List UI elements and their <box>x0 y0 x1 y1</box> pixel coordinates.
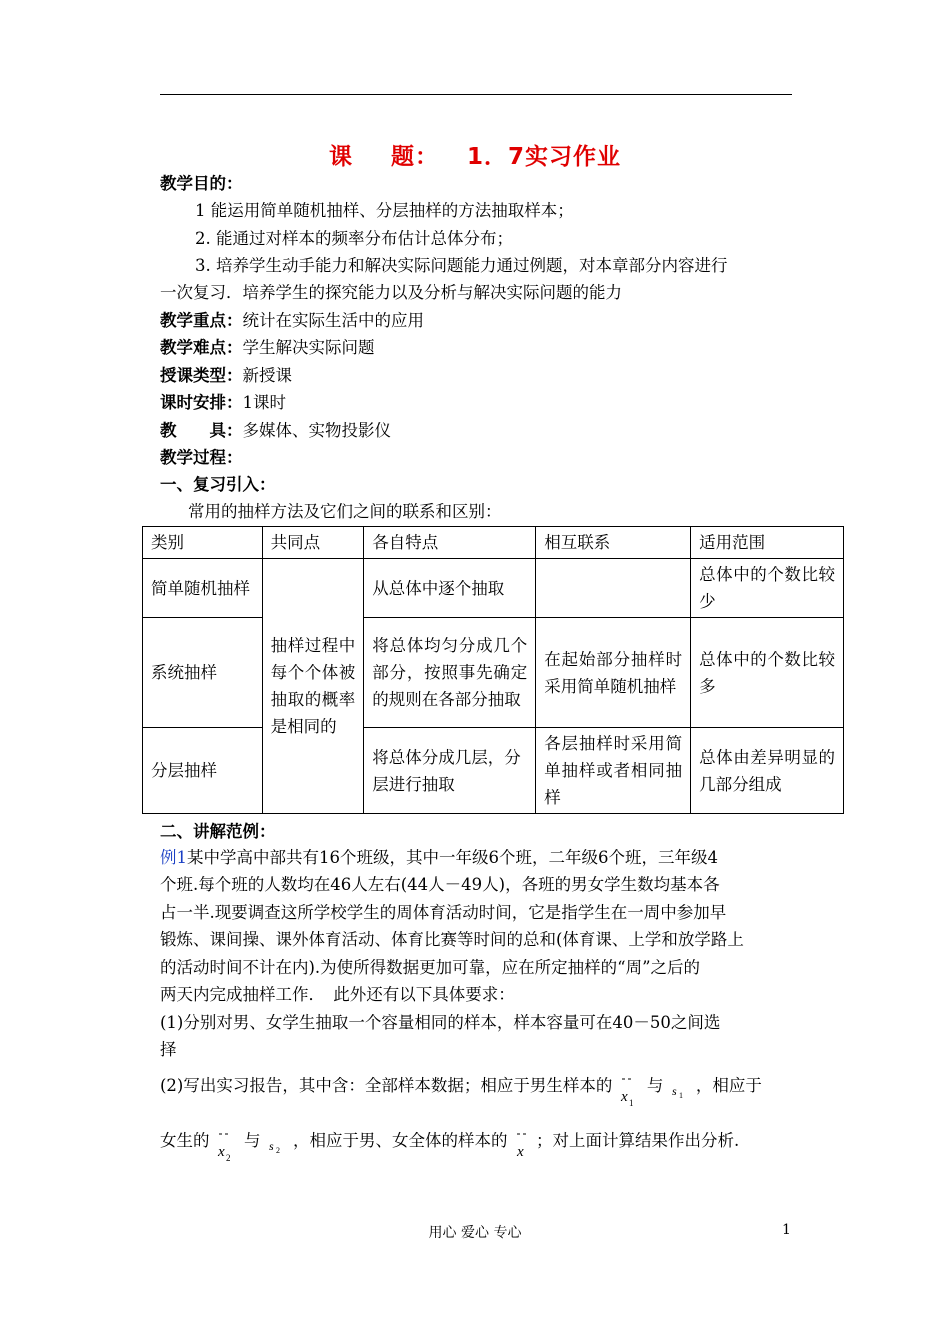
requirement-1-cont: 择 <box>160 1040 177 1059</box>
example-line-5: 的活动时间不计在内).为使所得数据更加可靠，应在所定抽样的“周”之后的 <box>160 958 701 977</box>
svg-text:1: 1 <box>678 1091 683 1100</box>
table-header-cell: 相互联系 <box>536 527 691 559</box>
objective-1: 1 能运用简单随机抽样、分层抽样的方法抽取样本； <box>195 201 574 220</box>
table-header-row <box>143 527 844 559</box>
example-line-2: 个班.每个班的人数均在46人左右(44人－49人)，各班的男女学生数均基本各 <box>160 875 720 894</box>
field-value: 统计在实际生活中的应用 <box>242 311 424 330</box>
requirement-2-line-2 <box>160 1128 739 1168</box>
table-row <box>143 618 844 728</box>
table-cell-type: 分层抽样 <box>143 728 263 814</box>
objective-3-cont: 一次复习．培养学生的探究能力以及分析与解决实际问题的能力 <box>160 283 622 302</box>
example-line-1 <box>160 846 718 870</box>
req2-text: (2)写出实习报告，其中含：全部样本数据；相应于男生样本的 <box>160 1076 613 1095</box>
sampling-methods-table <box>142 526 844 814</box>
field-label: 教学重点： <box>160 311 243 330</box>
table-cell-feature: 将总体分成几层，分层进行抽取 <box>364 728 536 814</box>
table-header-cell: 共同点 <box>262 527 364 559</box>
req2-text: 与 <box>244 1131 261 1150</box>
req2-text: ，相应于男、女全体的样本的 <box>293 1131 508 1150</box>
table-row <box>143 559 844 618</box>
example-label: 例1 <box>160 848 187 867</box>
s1-symbol <box>669 1073 691 1103</box>
page-number: 1 <box>782 1222 791 1238</box>
s2-symbol <box>266 1128 288 1158</box>
field-schedule <box>160 391 286 415</box>
x2-bar-symbol <box>215 1128 239 1168</box>
table-cell-type: 简单随机抽样 <box>143 559 263 618</box>
objective-2: 2. 能通过对样本的频率分布估计总体分布； <box>195 229 513 248</box>
field-label: 授课类型： <box>160 366 243 385</box>
svg-text:2: 2 <box>225 1153 231 1163</box>
table-cell-feature: 从总体中逐个抽取 <box>364 559 536 618</box>
example-line-4: 锻炼、课间操、课外体育活动、体育比赛等时间的总和(体育课、上学和放学路上 <box>160 930 744 949</box>
title-part-3: 1．7实习作业 <box>466 144 621 170</box>
title-part-2: 题： <box>390 144 439 170</box>
svg-text:s: s <box>268 1139 274 1153</box>
section-1-heading: 一、复习引入： <box>160 475 276 494</box>
field-value: 学生解决实际问题 <box>242 338 375 357</box>
lesson-title <box>0 138 950 171</box>
field-label: 课时安排： <box>160 393 243 412</box>
field-lesson-type <box>160 364 292 388</box>
objectives-label: 教学目的： <box>160 174 243 193</box>
table-header-cell: 适用范围 <box>691 527 844 559</box>
example-line-3: 占一半.现要调查这所学校学生的周体育活动时间，它是指学生在一周中参加早 <box>160 903 727 922</box>
x1-bar-symbol <box>618 1073 642 1113</box>
svg-text:s: s <box>671 1084 677 1098</box>
svg-text:x: x <box>516 1144 524 1160</box>
page-footer: 用心 爱心 专心 <box>428 1225 522 1241</box>
section-2-heading: 二、讲解范例： <box>160 822 276 841</box>
table-cell-scope: 总体中的个数比较少 <box>691 559 844 618</box>
req2-text: 女生的 <box>160 1131 210 1150</box>
table-cell-scope: 总体中的个数比较多 <box>691 618 844 728</box>
req2-text: ；对上面计算结果作出分析. <box>536 1131 740 1150</box>
field-value: 多媒体、实物投影仪 <box>242 421 391 440</box>
title-part-1: 课 <box>328 144 353 170</box>
req2-text: ，相应于 <box>695 1076 762 1095</box>
objective-3: 3. 培养学生动手能力和解决实际问题能力通过例题，对本章部分内容进行 <box>195 256 728 275</box>
field-label: 教 具： <box>160 421 243 440</box>
req2-text: 与 <box>646 1076 664 1095</box>
svg-text:2: 2 <box>275 1146 280 1155</box>
table-cell-relation <box>536 559 691 618</box>
field-tools <box>160 419 391 443</box>
field-difficulty <box>160 336 375 360</box>
field-label: 教学难点： <box>160 338 243 357</box>
table-cell-scope: 总体由差异明显的几部分组成 <box>691 728 844 814</box>
field-value: 新授课 <box>242 366 292 385</box>
process-label: 教学过程： <box>160 448 243 467</box>
requirement-2-line-1 <box>160 1073 762 1113</box>
svg-text:1: 1 <box>628 1098 634 1108</box>
header-rule <box>160 94 792 95</box>
table-cell-relation: 在起始部分抽样时采用简单随机抽样 <box>536 618 691 728</box>
table-cell-common: 抽样过程中每个个体被抽取的概率是相同的 <box>262 559 364 814</box>
example-line-6: 两天内完成抽样工作． 此外还有以下具体要求： <box>160 985 515 1004</box>
table-cell-feature: 将总体均匀分成几个部分，按照事先确定的规则在各部分抽取 <box>364 618 536 728</box>
field-key-point <box>160 309 424 333</box>
table-header-cell: 各自特点 <box>364 527 536 559</box>
example-text: 某中学高中部共有16个班级，其中一年级6个班，二年级6个班，三年级4 <box>187 848 718 867</box>
intro-text: 常用的抽样方法及它们之间的联系和区别： <box>188 502 502 521</box>
table-cell-type: 系统抽样 <box>143 618 263 728</box>
field-value: 1课时 <box>242 393 286 412</box>
table-cell-relation: 各层抽样时采用简单抽样或者相同抽样 <box>536 728 691 814</box>
requirement-1: (1)分别对男、女学生抽取一个容量相同的样本，样本容量可在40－50之间选 <box>160 1013 721 1032</box>
table-row <box>143 728 844 814</box>
table-header-cell: 类别 <box>143 527 263 559</box>
svg-text:x: x <box>620 1089 628 1105</box>
svg-text:x: x <box>217 1144 225 1160</box>
x-bar-symbol <box>513 1128 531 1168</box>
